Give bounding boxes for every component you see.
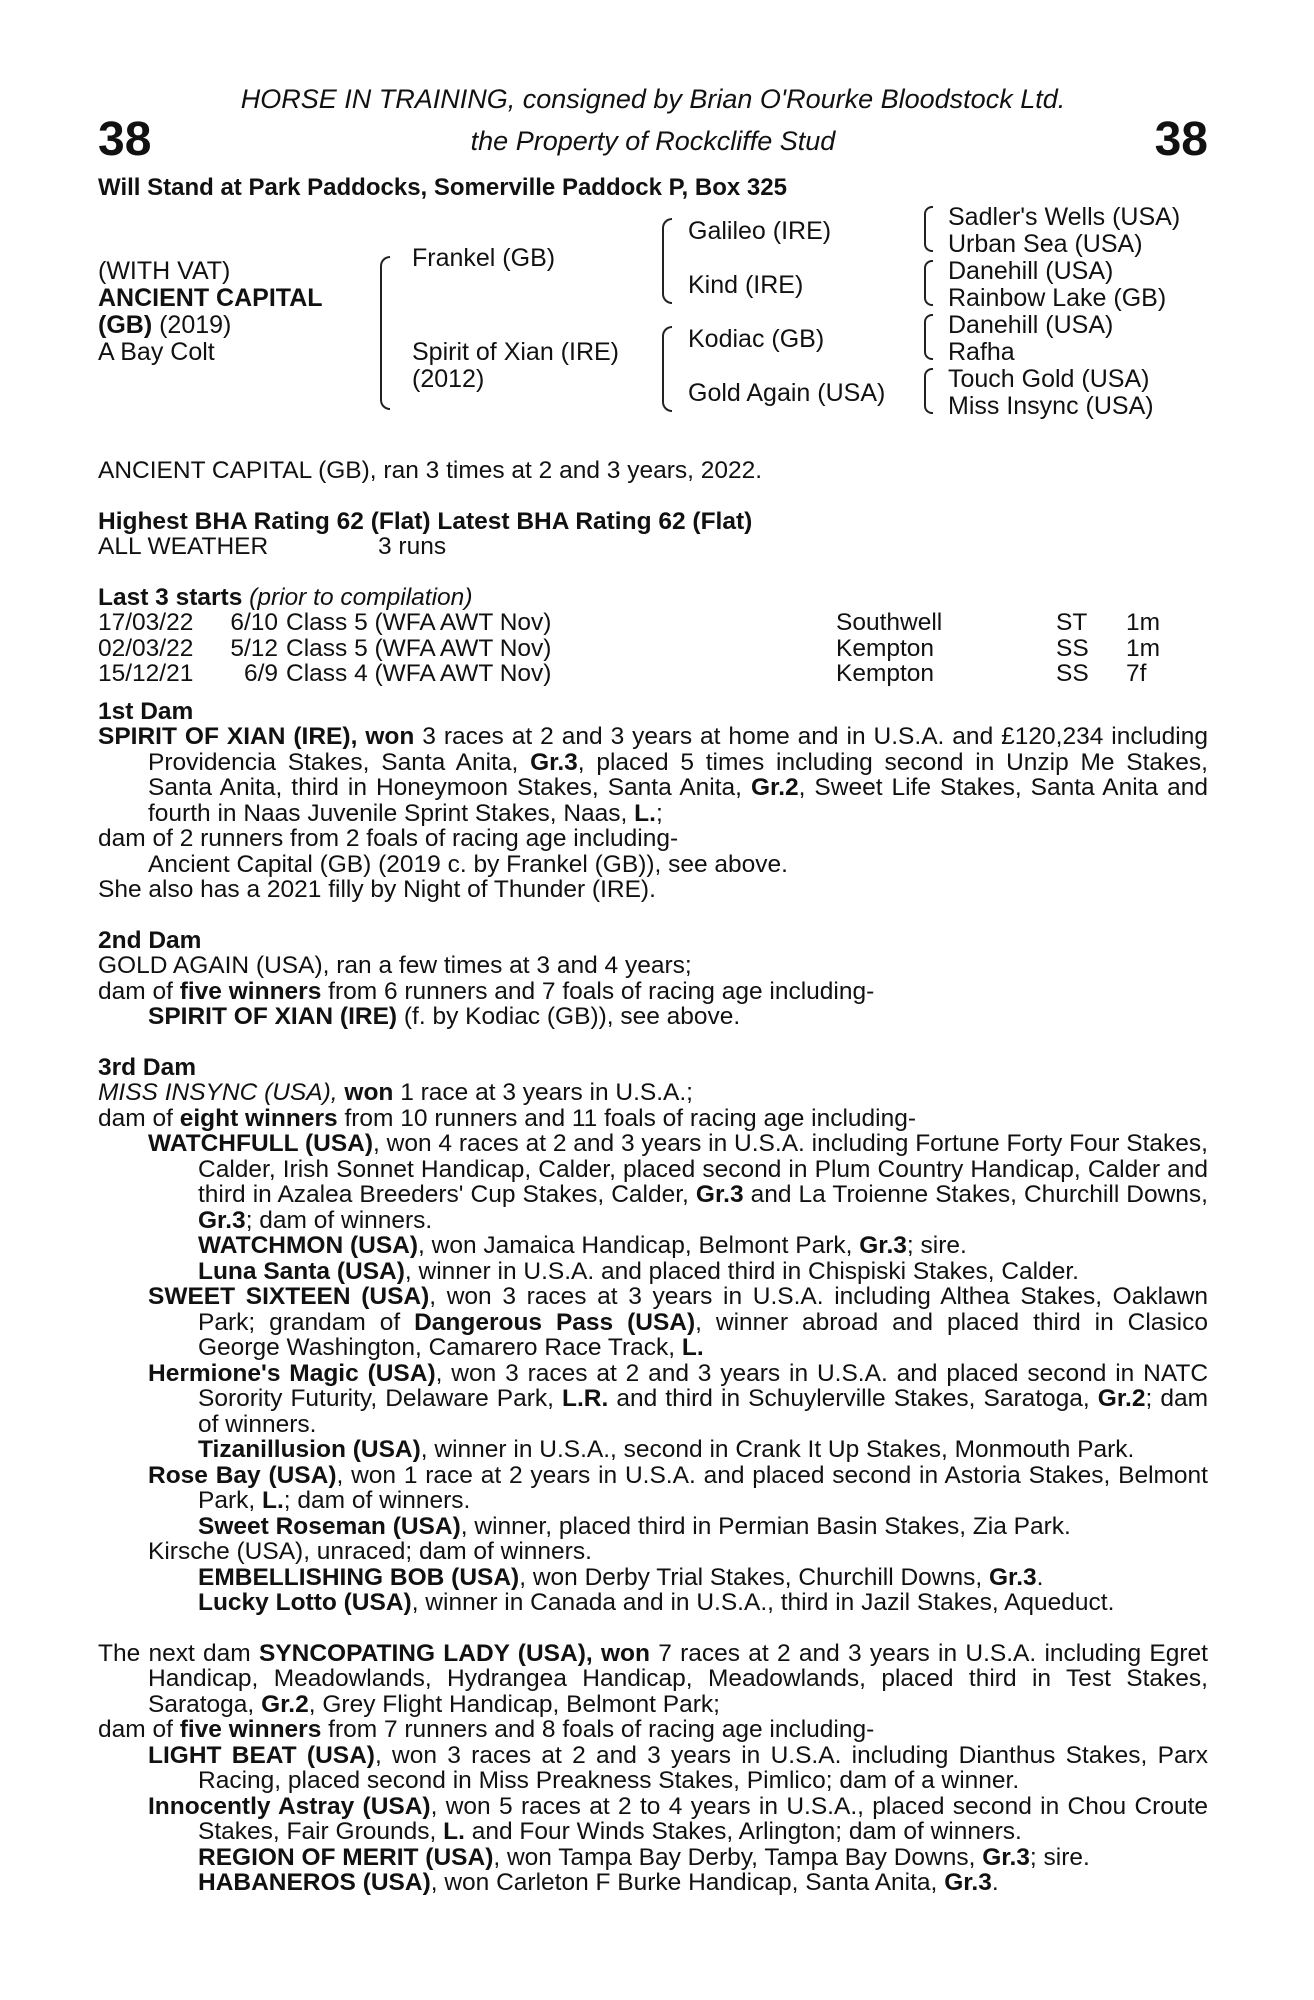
start-race: Class 5 (WFA AWT Nov) [286,634,552,662]
ancestor-8: Miss Insync (USA) [948,392,1154,420]
sire: Frankel (GB) [412,244,556,272]
pedigree-brace-2b [662,326,672,412]
ancestor-4: Rainbow Lake (GB) [948,284,1167,312]
lot-number-left: 38 [98,113,152,166]
produce-embellishing-bob: EMBELLISHING BOB (USA), won Derby Trial Stakes, Churchill Downs, Gr.3. [198,1563,1044,1591]
first-dam-record: SPIRIT OF XIAN (IRE), won 3 races at 2 and 3 years at home and in U.S.A. and £120,234 including Providencia Stakes, Santa Anita, Gr.3, placed 5 times including second in Unzip Me Stakes, Santa Anita, third in Honeymoon Stakes, Santa Anita, Gr.2, Sweet Life Stakes, Santa Anita and fourth in Naas Juvenile Sprint Stakes, Naas, L.; [98,723,1209,827]
second-dam-produce-summary: dam of five winners from 6 runners and 7 foals of racing age including- [98,977,875,1005]
produce-kirsche: Kirsche (USA), unraced; dam of winners. [148,1538,592,1565]
horse-year: (2019) [159,311,232,339]
last-starts-title: Last 3 starts [98,583,243,611]
start-race: Class 5 (WFA AWT Nov) [286,609,552,636]
start-position: 5/12 [230,634,278,662]
second-dam-heading: 2nd Dam [98,926,202,954]
pedigree-brace-3b [924,260,933,306]
pedigree-brace-3d [924,368,933,414]
sire-sire: Galileo (IRE) [688,217,832,245]
start-course: Southwell [836,609,943,636]
won-label: won [365,723,415,750]
horse-sex: A Bay Colt [98,338,215,366]
consignor-line: HORSE IN TRAINING, consigned by Brian O'Rourke Bloodstock Ltd. [240,84,1066,114]
start-race: Class 4 (WFA AWT Nov) [286,660,552,687]
ancestor-5: Danehill (USA) [948,311,1114,339]
horse-origin: (GB) [98,311,153,339]
produce-watchfull: WATCHFULL (USA), won 4 races at 2 and 3 years in U.S.A. including Fortune Forty Four Stakes, Calder, Irish Sonnet Handicap, Calder, placed second in Plum Country Handicap, Calder and third in Azalea Breeders' Cup Stakes, Calder, Gr.3 and La Troienne Stakes, Churchill Downs, Gr.3; dam of winners. [148,1130,1208,1234]
ancestor-1: Sadler's Wells (USA) [948,203,1181,231]
race-summary: ANCIENT CAPITAL (GB), ran 3 times at 2 and 3 years, 2022. [98,457,763,484]
third-dam-produce-summary: dam of eight winners from 10 runners and 11 foals of racing age including- [98,1104,916,1132]
produce-rose-bay: Rose Bay (USA), won 1 race at 2 years in U.S.A. and placed second in Astoria Stakes, Belmont Park, L.; dam of winners. [148,1461,1208,1514]
ancestor-3: Danehill (USA) [948,257,1114,285]
start-course: Kempton [836,660,935,687]
produce-sweet-roseman: Sweet Roseman (USA), winner, placed third in Permian Basin Stakes, Zia Park. [198,1512,1071,1540]
catalogue-body [98,458,1208,1896]
property-line: the Property of Rockcliffe Stud [470,126,836,156]
first-dam-produce: Ancient Capital (GB) (2019 c. by Frankel (GB)), see above. [148,850,788,878]
pedigree-brace-3a [924,206,933,252]
vat-label: (WITH VAT) [98,257,231,285]
produce-watchmon: WATCHMON (USA), won Jamaica Handicap, Belmont Park, Gr.3; sire. [198,1232,967,1259]
horse-origin-line [98,312,231,339]
start-row [98,661,1208,687]
produce-tizanillusion: Tizanillusion (USA), winner in U.S.A., second in Crank It Up Stakes, Monmouth Park. [198,1436,1135,1463]
third-dam-heading: 3rd Dam [98,1053,197,1081]
stand-location: Will Stand at Park Paddocks, Somerville Paddock P, Box 325 [98,174,787,201]
ancestor-2: Urban Sea (USA) [948,230,1143,258]
first-dam-produce-summary: dam of 2 runners from 2 foals of racing age including- [98,825,679,852]
ancestor-7: Touch Gold (USA) [948,365,1150,393]
start-surface: ST [1056,609,1088,636]
rating-heading: Highest BHA Rating 62 (Flat) Latest BHA Rating 62 (Flat) [98,507,753,535]
produce-region-of-merit: REGION OF MERIT (USA), won Tampa Bay Derby, Tampa Bay Downs, Gr.3; sire. [198,1843,1090,1871]
ancestor-6: Rafha [948,338,1015,366]
produce-light-beat: LIGHT BEAT (USA), won 3 races at 2 and 3 years in U.S.A. including Dianthus Stakes, Parx Racing, placed second in Miss Preakness Stakes, Pimlico; dam of a winner. [148,1741,1208,1794]
lot-number-right: 38 [1154,113,1208,166]
pedigree-brace-3c [924,314,933,360]
last-starts-note: (prior to compilation) [249,583,473,611]
dam: Spirit of Xian (IRE) [412,338,620,366]
start-distance: 1m [1126,609,1161,636]
rating-surface: ALL WEATHER [98,533,269,560]
last-starts-heading [98,585,1208,611]
horse-name-line [98,285,323,312]
start-surface: SS [1056,660,1089,687]
produce-luna-santa: Luna Santa (USA), winner in U.S.A. and placed third in Chispiski Stakes, Calder. [198,1257,1079,1285]
start-row [98,636,1208,662]
pedigree-brace-2a [662,218,672,304]
first-dam-heading: 1st Dam [98,697,194,725]
dam-year: (2012) [412,365,485,393]
produce-sweet-sixteen: SWEET SIXTEEN (USA), won 3 races at 3 years in U.S.A. including Althea Stakes, Oaklawn Park; grandam of Dangerous Pass (USA), winner abroad and placed third in Clasico George Washington, Camarero Race Track, L. [148,1283,1208,1361]
second-dam-produce: SPIRIT OF XIAN (IRE) (f. by Kodiac (GB)), see above. [148,1003,741,1030]
horse-name: ANCIENT CAPITAL [98,284,323,312]
pedigree-brace-1 [380,256,390,410]
rating-row [98,534,1208,560]
third-dam-record: MISS INSYNC (USA), won 1 race at 3 years in U.S.A.; [98,1079,693,1106]
produce-innocently-astray: Innocently Astray (USA), won 5 races at 2 to 4 years in U.S.A., placed second in Chou Croute Stakes, Fair Grounds, L. and Four Winds Stakes, Arlington; dam of winners. [148,1792,1208,1845]
dam-sire: Kodiac (GB) [688,325,825,353]
next-dam-record: The next dam SYNCOPATING LADY (USA), won 7 races at 2 and 3 years in U.S.A. including Egret Handicap, Meadowlands, Hydrangea Handicap, Meadowlands, placed third in Test Stakes, Saratoga, Gr.2, Grey Flight Handicap, Belmont Park; [98,1639,1208,1718]
second-dam-record: GOLD AGAIN (USA), ran a few times at 3 and 4 years; [98,952,692,979]
produce-habaneros: HABANEROS (USA), won Carleton F Burke Handicap, Santa Anita, Gr.3. [198,1869,999,1896]
start-surface: SS [1056,634,1089,662]
start-date: 17/03/22 [98,609,194,636]
start-course: Kempton [836,634,935,662]
first-dam-name: SPIRIT OF XIAN (IRE) [98,723,351,750]
produce-hermiones-magic: Hermione's Magic (USA), won 3 races at 2 and 3 years in U.S.A. and placed second in NATC Sorority Futurity, Delaware Park, L.R. and third in Schuylerville Stakes, Saratoga, Gr.2; dam of winners. [148,1359,1209,1438]
start-row [98,610,1208,636]
start-distance: 7f [1126,660,1147,687]
start-position: 6/10 [230,609,278,636]
start-date: 02/03/22 [98,634,194,662]
first-dam-also: She also has a 2021 filly by Night of Thunder (IRE). [98,876,656,903]
sire-dam: Kind (IRE) [688,271,804,299]
start-position: 6/9 [243,660,278,687]
next-dam-produce-summary: dam of five winners from 7 runners and 8 foals of racing age including- [98,1716,875,1743]
dam-dam: Gold Again (USA) [688,379,886,407]
start-distance: 1m [1126,634,1161,662]
rating-runs: 3 runs [378,533,447,560]
start-date: 15/12/21 [98,660,194,687]
produce-lucky-lotto: Lucky Lotto (USA), winner in Canada and in U.S.A., third in Jazil Stakes, Aqueduct. [198,1589,1115,1616]
